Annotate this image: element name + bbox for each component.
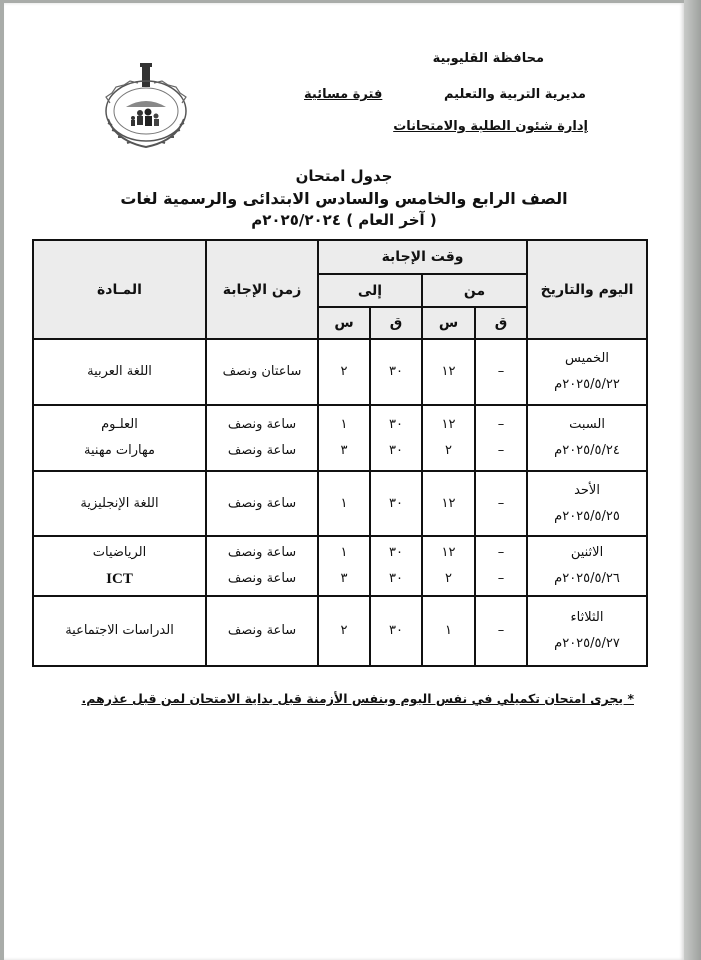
header-day-date: اليوم والتاريخ bbox=[527, 240, 647, 339]
to-hour-cell bbox=[318, 471, 370, 536]
from-minute-cell bbox=[475, 536, 527, 596]
subject: الدراسات الاجتماعية bbox=[65, 623, 174, 638]
day-name: الأحد bbox=[574, 482, 600, 498]
schedule-title: جدول امتحان bbox=[295, 167, 393, 185]
table-row bbox=[33, 339, 647, 405]
duration-cell bbox=[206, 471, 318, 536]
from-hour-cell bbox=[422, 536, 475, 596]
day-name: الاثنين bbox=[570, 545, 604, 560]
subject-cell bbox=[33, 405, 206, 471]
from-hour-cell bbox=[422, 339, 475, 405]
to-hour-cell bbox=[318, 596, 370, 666]
from-hour: ٢ bbox=[445, 443, 452, 458]
scan-edge bbox=[684, 0, 701, 960]
from-minute: – bbox=[497, 623, 505, 638]
to-minute: ٣٠ bbox=[389, 545, 403, 560]
to-minute-cell bbox=[370, 536, 422, 596]
subject: الرياضيات bbox=[92, 545, 147, 560]
table-row bbox=[33, 596, 647, 666]
day-name: الخميس bbox=[565, 351, 609, 366]
from-hour: ١٢ bbox=[441, 545, 456, 560]
header-subject: المـادة bbox=[33, 240, 206, 339]
subject-cell bbox=[33, 536, 206, 596]
header-to-minute: ق bbox=[370, 307, 422, 339]
to-minute: ٣٠ bbox=[389, 443, 403, 458]
duration: ساعة ونصف bbox=[227, 417, 297, 432]
from-hour: ٢ bbox=[445, 571, 452, 586]
from-minute: – bbox=[497, 443, 505, 458]
header-from-hour: س bbox=[422, 307, 475, 339]
from-hour: ١٢ bbox=[441, 364, 456, 379]
from-hour-cell bbox=[422, 596, 475, 666]
exam-date: ٢٠٢٥/٥/٢٤م bbox=[554, 443, 620, 458]
table-row bbox=[33, 471, 647, 536]
table-row bbox=[33, 405, 647, 471]
year-title: ( آخر العام ) ٢٠٢٥/٢٠٢٤م bbox=[251, 211, 437, 229]
to-minute: ٣٠ bbox=[389, 623, 403, 638]
to-minute: ٣٠ bbox=[389, 364, 403, 379]
table-row bbox=[33, 536, 647, 596]
header-to: إلى bbox=[318, 274, 422, 307]
duration: ساعة ونصف bbox=[227, 495, 297, 511]
to-minute-cell bbox=[370, 405, 422, 471]
day-date-cell bbox=[527, 339, 647, 405]
header-answer-time: وقت الإجابة bbox=[318, 240, 527, 274]
subject-cell bbox=[33, 596, 206, 666]
exam-date: ٢٠٢٥/٥/٢٢م bbox=[554, 377, 620, 392]
exam-date: ٢٠٢٥/٥/٢٧م bbox=[554, 636, 620, 651]
document-page bbox=[4, 3, 684, 960]
footnote: * يجرى امتحان تكميلي في نفس اليوم وبنفس الأزمنة قبل بداية الامتحان لمن قبل عذرهم. bbox=[81, 691, 634, 706]
subject-cell bbox=[33, 339, 206, 405]
governorate-name: محافظة القليوبية bbox=[432, 51, 544, 66]
exam-schedule-table bbox=[32, 239, 648, 667]
subject: ICT bbox=[106, 571, 133, 587]
from-minute: – bbox=[497, 545, 505, 560]
to-minute: ٣٠ bbox=[389, 571, 403, 586]
day-name: الثلاثاء bbox=[570, 610, 604, 625]
to-minute-cell bbox=[370, 471, 422, 536]
header-duration: زمن الإجابة bbox=[206, 240, 318, 339]
directorate-name: مديرية التربية والتعليم bbox=[443, 87, 586, 102]
duration-cell bbox=[206, 339, 318, 405]
header-from-minute: ق bbox=[475, 307, 527, 339]
subject: مهارات مهنية bbox=[84, 443, 155, 458]
exam-date: ٢٠٢٥/٥/٢٦م bbox=[554, 571, 620, 586]
to-hour: ٣ bbox=[340, 571, 348, 586]
from-minute-cell bbox=[475, 471, 527, 536]
to-minute-cell bbox=[370, 596, 422, 666]
from-hour-cell bbox=[422, 405, 475, 471]
from-minute-cell bbox=[475, 596, 527, 666]
to-hour-cell bbox=[318, 405, 370, 471]
duration-cell bbox=[206, 536, 318, 596]
to-hour: ٢ bbox=[340, 623, 348, 638]
grades-title: الصف الرابع والخامس والسادس الابتدائى والرسمية لغات bbox=[120, 189, 568, 208]
day-date-cell bbox=[527, 596, 647, 666]
from-minute: – bbox=[497, 571, 505, 586]
from-minute: – bbox=[497, 364, 505, 379]
header-to-hour: س bbox=[318, 307, 370, 339]
from-minute: – bbox=[497, 417, 505, 432]
ministry-logo-icon bbox=[96, 63, 196, 153]
from-minute: – bbox=[497, 495, 505, 511]
from-minute-cell bbox=[475, 339, 527, 405]
duration: ساعة ونصف bbox=[227, 443, 297, 458]
day-name: السبت bbox=[569, 417, 605, 432]
day-date-cell bbox=[527, 471, 647, 536]
to-minute: ٣٠ bbox=[389, 495, 403, 511]
subject: العلـوم bbox=[101, 417, 138, 432]
to-hour: ١ bbox=[340, 495, 348, 511]
to-hour-cell bbox=[318, 536, 370, 596]
duration: ساعة ونصف bbox=[227, 545, 297, 560]
duration-cell bbox=[206, 596, 318, 666]
from-minute-cell bbox=[475, 405, 527, 471]
duration: ساعتان ونصف bbox=[222, 364, 302, 379]
day-date-cell bbox=[527, 536, 647, 596]
subject-cell bbox=[33, 471, 206, 536]
subject: اللغة العربية bbox=[87, 364, 152, 379]
from-hour: ١٢ bbox=[441, 417, 456, 432]
to-minute: ٣٠ bbox=[389, 417, 403, 432]
exam-date: ٢٠٢٥/٥/٢٥م bbox=[554, 508, 620, 524]
to-hour-cell bbox=[318, 339, 370, 405]
duration-cell bbox=[206, 405, 318, 471]
header-from: من bbox=[422, 274, 527, 307]
subject: اللغة الإنجليزية bbox=[80, 495, 159, 511]
from-hour: ١٢ bbox=[441, 495, 456, 511]
day-date-cell bbox=[527, 405, 647, 471]
department-name: إدارة شئون الطلبة والامتحانات bbox=[393, 119, 588, 134]
exam-period: فترة مسائية bbox=[304, 87, 383, 102]
to-minute-cell bbox=[370, 339, 422, 405]
to-hour: ٣ bbox=[340, 443, 348, 458]
to-hour: ١ bbox=[340, 545, 348, 560]
to-hour: ٢ bbox=[340, 364, 348, 379]
to-hour: ١ bbox=[340, 417, 348, 432]
from-hour: ١ bbox=[445, 623, 452, 638]
duration: ساعة ونصف bbox=[227, 623, 297, 638]
from-hour-cell bbox=[422, 471, 475, 536]
duration: ساعة ونصف bbox=[227, 571, 297, 586]
